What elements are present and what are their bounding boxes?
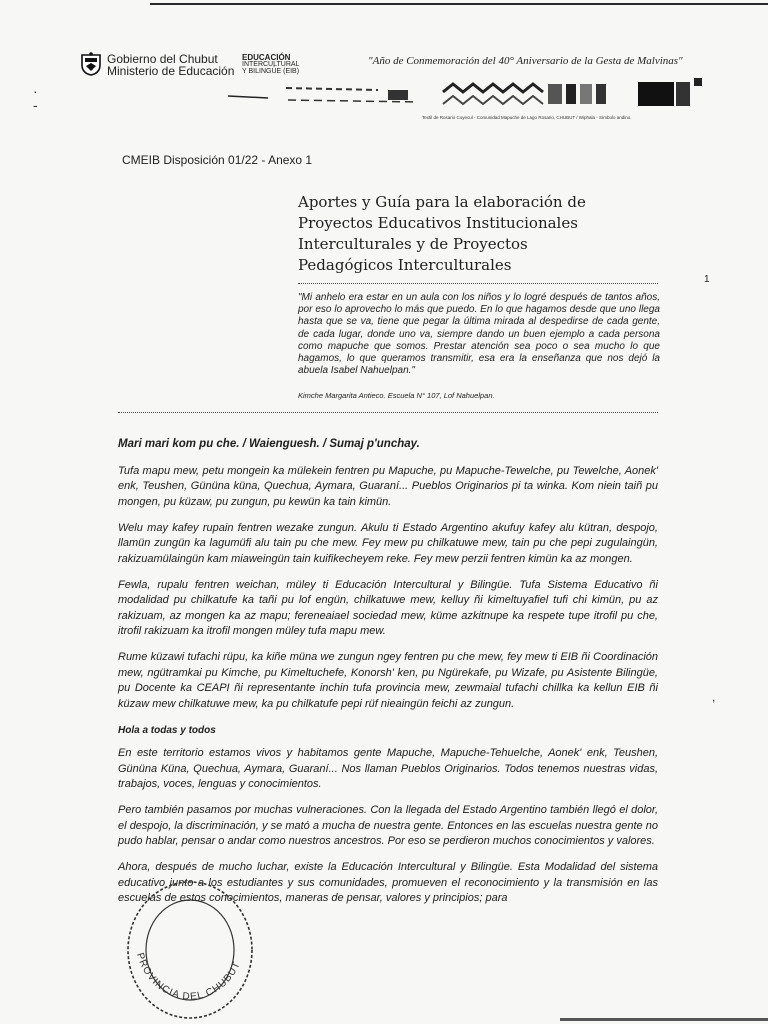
official-stamp	[115, 862, 265, 1022]
province-crest-icon	[80, 52, 102, 76]
annex-reference: CMEIB Disposición 01/22 - Anexo 1	[122, 153, 313, 167]
page-number: 1	[704, 274, 710, 285]
title-line: Proyectos Educativos Institucionales	[298, 214, 578, 232]
quote-author: Kimche Margarita Antieco. Escuela N° 107, Lof Nahuelpan.	[298, 391, 495, 400]
edu-line-2: INTERCULTURAL	[242, 61, 300, 68]
government-name	[107, 53, 234, 77]
eib-logo-text	[242, 54, 299, 75]
epigraph-quote: "Mi anhelo era estar en un aula con los niños y lo logré después de tantos años, por eso lo aprovecho lo más que puedo. En lo que hagamos desde que uno llega hasta que se va, tiene que pegar la última mirada al despedirse de cada gente, de cada lugar, donde uno va, siempre dando un buen ejemplo a cada persona como mapuche que somos. Prestar atención sea poco o sea mucho lo que hagamos, lo que queramos transmitir, esa era la enseñanza que nos dejó la abuela Isabel Nahuelpan."	[298, 292, 660, 377]
title-line: Pedagógicos Interculturales	[298, 256, 512, 274]
margin-mark: ·	[33, 83, 38, 99]
paragraph: Tufa mapu mew, petu mongein ka mülekein fentren pu Mapuche, pu Mapuche-Tewelche, pu Tewelche, Aonek' enk, Teushen, Gününa küna, Quechua, Aymara, Guaraní... Pueblos Originarios pi ta winka. Kom niein taiñ pu mongen, pu küzaw, pu zungun, pu kewün ka tain kimün.	[118, 464, 658, 508]
dotted-divider	[298, 283, 658, 284]
edu-line-3: Y BILINGÜE (EIB)	[242, 68, 300, 75]
title-line: Interculturales y de Proyectos	[298, 235, 528, 253]
banner-caption: Textil de Rosario Coyecul - Comunidad Mapuche de Lago Rosario, CHUBUT / Wiphala - Símbolo andino.	[422, 115, 632, 120]
bottom-scan-line	[560, 1018, 768, 1021]
edu-line-1: EDUCACIÓN	[242, 53, 291, 62]
paragraph: En este territorio estamos vivos y habitamos gente Mapuche, Mapuche-Tehuelche, Aonek' enk, Teushen, Gününa Küna, Quechua, Aymara, Guaraní... Nos llaman Pueblos Originarios. Todos tenemos nuestras vidas, trabajos, voces, lenguas y conocimientos.	[118, 747, 658, 791]
header-motto: "Año de Conmemoración del 40° Aniversario de la Gesta de Malvinas"	[368, 55, 683, 67]
paragraph: Rume küzawi tufachi rüpu, ka kiñe müna we zungun ngey fentren pu che mew, fey mew ti EIB ñi Coordinación mew, ngütramkai pu Kimche, pu Kimeltuchefe, Konorsh' ken, pu Ngürekafe, pu Wizafe, pu Asistente Bilingüe, pu Docente ka CEAPI ñi representante inchin tufa provincia mew, zewmaial tufachi chillka ka kellun EIB ñi küzaw mew chilkatuwe mew, ka pu chilkatufe pepi rüf nieaingün feichi az zungun.	[118, 651, 658, 710]
svg-text:PROVINCIA DEL CHUBUT	[134, 952, 243, 1003]
dotted-divider	[118, 412, 658, 413]
paragraph: Pero también pasamos por muchas vulneraciones. Con la llegada del Estado Argentino también llegó el dolor, el despojo, la discriminación, y se mató a mucha de nuestra gente. Entonces en las escuelas nuestra gente no pudo hablar, pensar o andar como nuestros ancestros. Por eso se perdieron muchos conocimientos y valores.	[118, 804, 658, 848]
textile-banner	[228, 78, 706, 110]
margin-mark: ,	[712, 690, 716, 704]
document-body	[118, 437, 658, 917]
document-title	[298, 192, 638, 276]
paragraph: Ahora, después de mucho luchar, existe la Educación Intercultural y Bilingüe. Esta Modalidad del sistema educativo junto a los estudiantes y sus comunidades, promueven el reconocimiento y la transmisión en las escuelas de estos conocimientos, maneras de pensar, valores y principios; para	[118, 861, 658, 905]
top-scan-line	[150, 3, 768, 5]
paragraph: Fewla, rupalu fentren weichan, müley ti Educación Intercultural y Bilingüe. Tufa Sistema Educativo ñi modalidad pu chilkatufe ka tañi pu lof engün, chilkatuwe mew, kelluy ñi kimeltuyafiel tufi chi kimün, pu az rakizuam, az mongen ka az mapu; fereneaiael sociedad mew, küme azkitnupe ka respete tupe itrofil pu che, itrofil rakizuam ka itrofil mongen müley tufa mapu mew.	[118, 578, 658, 638]
section-heading: Hola a todas y todos	[118, 724, 216, 736]
greeting: Mari mari kom pu che. / Waienguesh. / Sumaj p'unchay.	[118, 438, 420, 450]
paragraph: Welu may kafey rupain fentren wezake zungun. Akulu ti Estado Argentino akufuy kafey alu kütran, despojo, llamün zungün ka lagumüfi alu tain pu che mew. Fey mew pu chilkatuwe mew, tain pu che pepi zugulaingün, rakizuamülaingün kam miaweingün tain kuifikecheyem reke. Fey mew perzii fentren kimün ka az mongen.	[118, 521, 658, 565]
title-line: Aportes y Guía para la elaboración de	[298, 193, 586, 211]
stamp-text: PROVINCIA DEL CHUBUT	[134, 951, 243, 1003]
margin-mark: -	[33, 97, 38, 113]
gov-line-2: Ministerio de Educación	[107, 64, 235, 78]
gov-line-1: Gobierno del Chubut	[107, 52, 218, 66]
